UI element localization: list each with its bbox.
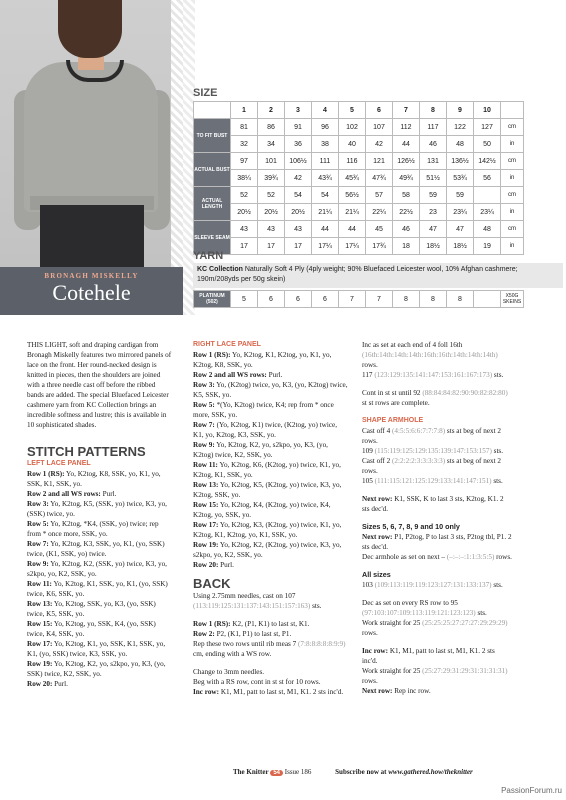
size-value-cell: 40 xyxy=(339,136,366,153)
lace-row: Row 1 (RS): Yo, K2tog, K1, K2tog, yo, K1, yo, K2tog, K8, SSK, yo. xyxy=(193,351,332,369)
size-value-cell: 142½ xyxy=(474,153,501,170)
size-value-cell: 97 xyxy=(231,153,258,170)
size-value-cell: 36 xyxy=(285,136,312,153)
size-value-cell: 23 xyxy=(420,204,447,221)
c3-p5: 109 (115:119:125:129:135:139:147:153:157) sts. xyxy=(362,447,504,455)
size-value-cell: 44 xyxy=(312,221,339,238)
size-header-cell: 7 xyxy=(393,102,420,119)
garment-photo xyxy=(0,0,183,267)
yarn-qty-cell xyxy=(474,291,501,308)
c3-p1: Inc as set at each end of 4 foll 16th (16th:14th:14th:14th:16th:16th:14th:14th:14th) rows. xyxy=(362,341,498,369)
size-value-cell: 34 xyxy=(258,136,285,153)
size-value-cell: 23¼ xyxy=(474,204,501,221)
size-header-cell: 2 xyxy=(258,102,285,119)
size-value-cell: 53¾ xyxy=(447,170,474,187)
c3-inc: Inc row: K1, M1, patt to last st, M1, K1. 2 sts inc'd. xyxy=(362,647,495,665)
back-row-1: Row 1 (RS): K2, (P1, K1) to last st, K1. xyxy=(193,620,310,628)
yarn-table xyxy=(193,290,524,308)
left-lace-rows xyxy=(27,469,172,689)
back-cast-on: Using 2.75mm needles, cast on 107 (113:119:125:131:137:143:151:157:163) sts. xyxy=(193,592,322,610)
yarn-description xyxy=(193,263,563,288)
size-value-cell: 50 xyxy=(474,136,501,153)
size-value-cell: 18½ xyxy=(447,238,474,255)
size-value-cell: 42 xyxy=(366,136,393,153)
size-header-cell: 4 xyxy=(312,102,339,119)
size-header-cell: 9 xyxy=(447,102,474,119)
right-lace-heading: RIGHT LACE PANEL xyxy=(193,341,261,348)
size-value-cell: 86 xyxy=(258,119,285,136)
size-value-cell: 43 xyxy=(258,221,285,238)
size-value-cell: 112 xyxy=(393,119,420,136)
size-value-cell: 17¼ xyxy=(312,238,339,255)
size-value-cell: 17 xyxy=(231,238,258,255)
size-value-cell: 116 xyxy=(339,153,366,170)
lace-row: Row 13: Yo, K2tog, K5, (K2tog, yo) twice, K3, yo, K2tog, SSK, yo. xyxy=(193,481,342,499)
size-value-cell: 136½ xyxy=(447,153,474,170)
size-row-label: ACTUAL LENGTH xyxy=(194,187,231,221)
size-value-cell: 44 xyxy=(393,136,420,153)
size-table xyxy=(193,101,524,255)
page-number: 54 xyxy=(270,770,283,776)
size-value-cell: 91 xyxy=(285,119,312,136)
magazine-name: The Knitter xyxy=(233,768,269,776)
size-value-cell: 57 xyxy=(366,187,393,204)
lace-row: Row 5: Yo, K2tog, *K4, (SSK, yo) twice; rep from * once more, SSK, yo. xyxy=(27,520,159,538)
size-value-cell: 39¾ xyxy=(258,170,285,187)
lace-row: Row 7: Yo, K2tog, K3, SSK, yo, K1, (yo, SSK) twice, (K1, SSK, yo) twice. xyxy=(27,540,165,558)
back-row-2: Row 2: P2, (K1, P1) to last st, P1. xyxy=(193,630,292,638)
size-value-cell: 81 xyxy=(231,119,258,136)
size-value-cell: 101 xyxy=(258,153,285,170)
subscribe-text: Subscribe now at xyxy=(335,768,389,776)
c3-p10: Dec as set on every RS row to 95 (97:103:107:109:113:119:121:123:123) sts. xyxy=(362,599,487,617)
size-value-cell: 52 xyxy=(258,187,285,204)
size-value-cell: 52 xyxy=(231,187,258,204)
size-value-cell: 23¼ xyxy=(447,204,474,221)
size-value-cell: 20½ xyxy=(285,204,312,221)
pattern-title: Cotehele xyxy=(52,280,131,305)
size-value-cell: 102 xyxy=(339,119,366,136)
size-heading: SIZE xyxy=(193,87,218,99)
c3-p3: Cont in st st until 92 (88:84:84:82:90:90:82:82:80) st st rows are complete. xyxy=(362,389,508,407)
back-rib: Rep these two rows until rib meas 7 (7:8:8:8:8:8:9:9) cm, ending with a WS row. xyxy=(193,640,346,658)
size-value-cell: 48 xyxy=(474,221,501,238)
yarn-shade-label: PLATINUM (502) xyxy=(194,291,231,308)
lace-row: Row 2 and all WS rows: Purl. xyxy=(27,490,117,498)
size-value-cell: 58 xyxy=(393,187,420,204)
back-heading: BACK xyxy=(193,576,231,591)
size-value-cell: 56½ xyxy=(339,187,366,204)
size-row-label: SLEEVE SEAM xyxy=(194,221,231,255)
size-header-cell: 1 xyxy=(231,102,258,119)
column-1 xyxy=(27,340,172,689)
size-value-cell: 107 xyxy=(366,119,393,136)
lace-row: Row 2 and all WS rows: Purl. xyxy=(193,371,283,379)
issue-number: Issue 186 xyxy=(284,768,312,776)
size-value-cell: 42 xyxy=(285,170,312,187)
size-value-cell: 17¼ xyxy=(339,238,366,255)
size-value-cell: 56 xyxy=(474,170,501,187)
yarn-qty-cell: 8 xyxy=(393,291,420,308)
size-value-cell: 17 xyxy=(285,238,312,255)
yarn-brand: KC Collection xyxy=(197,266,243,273)
c3-p4: Cast off 4 (4:5:5:6:6:7:7:7:8) sts at beg of next 2 rows. xyxy=(362,427,502,445)
size-value-cell xyxy=(474,187,501,204)
stitch-heading: STITCH PATTERNS xyxy=(27,444,146,459)
size-value-cell: 44 xyxy=(339,221,366,238)
yarn-unit-cell: X50G SKEINS xyxy=(501,291,524,308)
size-value-cell: 43¾ xyxy=(312,170,339,187)
size-value-cell: 59 xyxy=(447,187,474,204)
lace-row: Row 9: Yo, K2tog, K2, yo, s2kpo, yo, K3, (yo, K2tog) twice, K2, SSK, yo. xyxy=(193,441,328,459)
size-value-cell: 54 xyxy=(285,187,312,204)
size-value-cell: 45 xyxy=(366,221,393,238)
lace-row: Row 7: (Yo, K2tog, K1) twice, (K2tog, yo) twice, K1, yo, K2tog, K3, SSK, yo. xyxy=(193,421,338,439)
lace-row: Row 11: Yo, K2tog, K6, (K2tog, yo) twice, K1, yo, K2tog, K1, SSK, yo. xyxy=(193,461,341,479)
size-value-cell: 47¾ xyxy=(366,170,393,187)
size-value-cell: 38¼ xyxy=(231,170,258,187)
size-value-cell: 17 xyxy=(258,238,285,255)
column-3 xyxy=(362,340,512,696)
lace-row: Row 19: Yo, K2tog, K2, (K2tog, yo) twice, K3, yo, s2kpo, yo, K2, SSK, yo. xyxy=(193,541,342,559)
lace-row: Row 1 (RS): Yo, K2tog, K8, SSK, yo, K1, yo, SSK, K1, SSK, yo. xyxy=(27,470,161,488)
size-value-cell: 46 xyxy=(393,221,420,238)
size-value-cell: 131 xyxy=(420,153,447,170)
size-value-cell: 20½ xyxy=(258,204,285,221)
size-value-cell: 19 xyxy=(474,238,501,255)
unit-cell: in xyxy=(501,136,524,153)
yarn-qty-cell: 6 xyxy=(258,291,285,308)
lace-row: Row 5: *(Yo, K2tog) twice, K4; rep from * once more, SSK, yo. xyxy=(193,401,334,419)
size-value-cell: 20½ xyxy=(231,204,258,221)
designer-name: BRONAGH MISKELLY xyxy=(44,272,139,280)
yarn-qty-cell: 8 xyxy=(420,291,447,308)
size-value-cell: 48 xyxy=(447,136,474,153)
size-row-label: TO FIT BUST xyxy=(194,119,231,153)
size-row-label: ACTUAL BUST xyxy=(194,153,231,187)
size-value-cell: 43 xyxy=(231,221,258,238)
size-value-cell: 38 xyxy=(312,136,339,153)
size-value-cell: 22¼ xyxy=(366,204,393,221)
size-value-cell: 51½ xyxy=(420,170,447,187)
intro-text: THIS LIGHT, soft and draping cardigan from Bronagh Miskelly features two mirrored panels of lace on the front. Her round-necked design is knitted in pieces, then the shoulders are joined with a three needle cast off before the ribbed bands are added. The special Bluefaced Leicester cashmere yarn from KC Collection brings an incredible softness and lustre; this is available in 10 sophisticated shades. xyxy=(27,341,172,429)
unit-cell: cm xyxy=(501,153,524,170)
size-value-cell: 122 xyxy=(447,119,474,136)
size-value-cell: 49¾ xyxy=(393,170,420,187)
yarn-qty-cell: 6 xyxy=(285,291,312,308)
c3-p11: Work straight for 25 (25:25:25:27:27:27:29:29:29) rows. xyxy=(362,619,508,637)
size-value-cell: 126½ xyxy=(393,153,420,170)
size-value-cell: 43 xyxy=(285,221,312,238)
size-header-cell: 8 xyxy=(420,102,447,119)
lace-row: Row 11: Yo, K2tog, K1, SSK, yo, K1, (yo, SSK) twice, K6, SSK, yo. xyxy=(27,580,168,598)
lace-row: Row 19: Yo, K2tog, K2, yo, s2kpo, yo, K3, (yo, SSK) twice, K2, SSK, yo. xyxy=(27,660,166,678)
lace-row: Row 15: Yo, K2tog, yo, SSK, K4, (yo, SSK) twice, K4, SSK, yo. xyxy=(27,620,156,638)
c3-p9: 103 (109:113:119:119:123:127:131:133:137) sts. xyxy=(362,581,503,589)
c3-p12: Work straight for 25 (25:27:29:31:29:31:31:31:31) rows. xyxy=(362,667,508,685)
size-value-cell: 59 xyxy=(420,187,447,204)
size-header-cell: 5 xyxy=(339,102,366,119)
lace-row: Row 20: Purl. xyxy=(193,561,234,569)
size-value-cell: 18 xyxy=(393,238,420,255)
lace-row: Row 17: Yo, K2tog, K3, (K2tog, yo) twice, K1, yo, K2tog, K1, K2tog, yo, K1, SSK, yo. xyxy=(193,521,342,539)
size-value-cell: 117 xyxy=(420,119,447,136)
lace-row: Row 15: Yo, K2tog, K4, (K2tog, yo) twice, K4, K2tog, yo, SSK, yo. xyxy=(193,501,331,519)
size-value-cell: 54 xyxy=(312,187,339,204)
unit-cell: cm xyxy=(501,221,524,238)
size-header-cell: 10 xyxy=(474,102,501,119)
size-header-cell: 3 xyxy=(285,102,312,119)
yarn-desc: Naturally Soft 4 Ply (4ply weight; 90% Bluefaced Leicester wool, 10% Afghan cashmere; 190m/208yds per 50g skein) xyxy=(197,266,518,283)
size-value-cell: 17¾ xyxy=(366,238,393,255)
right-lace-rows xyxy=(193,350,348,570)
back-inc-row: Inc row: K1, M1, patt to last st, M1, K1. 2 sts inc'd. xyxy=(193,688,344,696)
c3-p2: 117 (123:129:135:141:147:153:161:167:173) sts. xyxy=(362,371,504,379)
yarn-qty-cell: 8 xyxy=(447,291,474,308)
c3-p8: Dec armhole as set on next – (–:–:–:1:1:3:5:5) rows. xyxy=(362,553,512,561)
c3-last: Next row: Rep inc row. xyxy=(362,687,431,695)
sizes-5-10-heading: Sizes 5, 6, 7, 8, 9 and 10 only xyxy=(362,522,460,531)
back-st-st: Beg with a RS row, cont in st st for 10 rows. xyxy=(193,678,321,686)
watermark: PassionForum.ru xyxy=(501,786,562,795)
size-value-cell: 45¾ xyxy=(339,170,366,187)
size-value-cell: 47 xyxy=(420,221,447,238)
lace-row: Row 9: Yo, K2tog, K2, (SSK, yo) twice, K3, yo, s2kpo, yo, K2, SSK, yo. xyxy=(27,560,167,578)
yarn-qty-cell: 6 xyxy=(312,291,339,308)
yarn-qty-cell: 5 xyxy=(231,291,258,308)
c3-p7: 105 (111:115:121:125:129:133:141:147:151) sts. xyxy=(362,477,503,485)
yarn-qty-cell: 7 xyxy=(339,291,366,308)
size-value-cell: 121 xyxy=(366,153,393,170)
all-sizes-heading: All sizes xyxy=(362,570,391,579)
column-2 xyxy=(193,340,348,697)
unit-cell: in xyxy=(501,238,524,255)
yarn-qty-cell: 7 xyxy=(366,291,393,308)
size-value-cell: 22½ xyxy=(393,204,420,221)
size-value-cell: 32 xyxy=(231,136,258,153)
lace-row: Row 13: Yo, K2tog, SSK, yo, K3, (yo, SSK) twice, K5, SSK, yo. xyxy=(27,600,156,618)
c3-p6: Cast off 2 (2:2:2:2:3:3:3:3:3) sts at beg of next 2 rows. xyxy=(362,457,502,475)
c3-next: Next row: K1, SSK, K to last 3 sts, K2tog, K1. 2 sts dec'd. xyxy=(362,495,504,513)
back-change-needles: Change to 3mm needles. xyxy=(193,668,265,676)
size-value-cell: 21¼ xyxy=(339,204,366,221)
unit-cell: in xyxy=(501,170,524,187)
yarn-heading: YARN xyxy=(193,250,224,262)
size-value-cell: 18½ xyxy=(420,238,447,255)
size-value-cell: 111 xyxy=(312,153,339,170)
unit-cell: cm xyxy=(501,187,524,204)
size-header-cell: 6 xyxy=(366,102,393,119)
lace-row: Row 20: Purl. xyxy=(27,680,68,688)
lace-row: Row 3: Yo, (K2tog) twice, yo, K3, (yo, K2tog) twice, K5, SSK, yo. xyxy=(193,381,348,399)
unit-cell: in xyxy=(501,204,524,221)
size-value-cell: 47 xyxy=(447,221,474,238)
footer xyxy=(193,768,563,776)
size-value-cell: 96 xyxy=(312,119,339,136)
size-value-cell: 21¼ xyxy=(312,204,339,221)
c3-next2: Next row: P1, P2tog, P to last 3 sts, P2tog tbl, P1. 2 sts dec'd. xyxy=(362,533,512,551)
size-value-cell: 127 xyxy=(474,119,501,136)
size-value-cell: 46 xyxy=(420,136,447,153)
lace-row: Row 17: Yo, K2tog, K1, yo, SSK, K1, SSK, yo, K1, (yo, SSK) twice, K3, SSK, yo. xyxy=(27,640,166,658)
subscribe-link[interactable]: www.gathered.how/theknitter xyxy=(388,768,473,776)
left-lace-heading: LEFT LACE PANEL xyxy=(27,460,91,467)
lace-row: Row 3: Yo, K2tog, K5, (SSK, yo) twice, K3, yo, (SSK) twice, yo. xyxy=(27,500,167,518)
size-value-cell: 106½ xyxy=(285,153,312,170)
unit-cell: cm xyxy=(501,119,524,136)
armhole-heading: SHAPE ARMHOLE xyxy=(362,417,424,424)
